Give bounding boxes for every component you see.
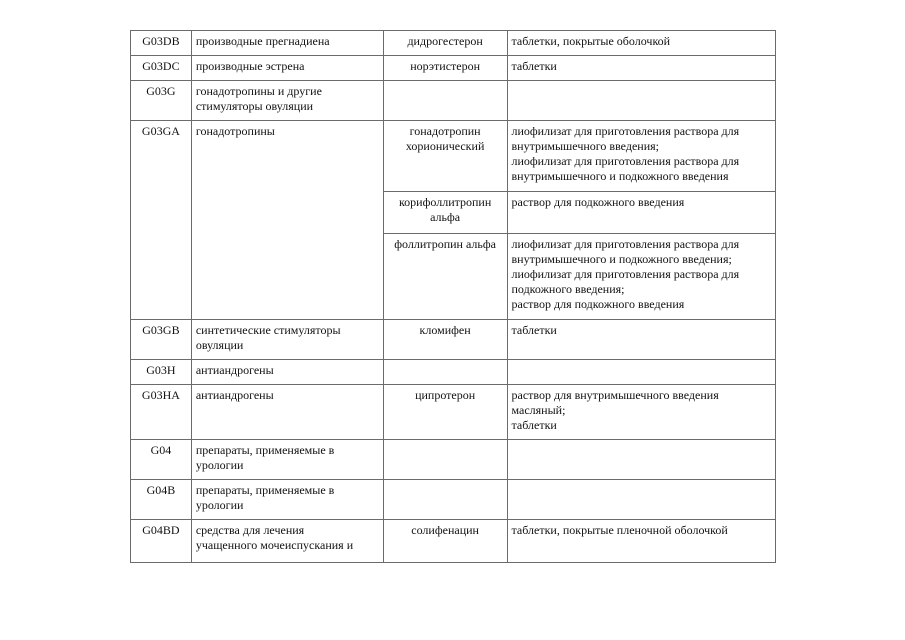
anatomical-therapeutic-group-cell [191,121,383,320]
cell-line: препараты, применяемые в [195,443,335,457]
cell-line: лиофилизат для приготовления раствора для [511,154,740,168]
cell-line: ципротерон [415,388,476,402]
dosage-form-cell [507,385,776,440]
cell-line: урологии [195,458,244,472]
table-row [131,440,776,480]
cell-line: урологии [195,498,244,512]
cell-line: производные прегнадиена [195,34,330,48]
cell-line: лиофилизат для приготовления раствора для [511,124,740,138]
anatomical-therapeutic-group-cell [191,520,383,563]
table-row [131,31,776,56]
anatomical-therapeutic-group-cell [191,320,383,360]
cell-line: антиандрогены [195,388,274,402]
atc-code-cell: G03GB [131,320,192,360]
cell-line: внутримышечного и подкожного введения [511,169,729,183]
table-row [131,480,776,520]
drug-name-cell [383,520,507,563]
cell-line: таблетки [511,323,557,337]
dosage-form-cell [507,320,776,360]
table-row [131,360,776,385]
cell-line: овуляции [195,338,244,352]
anatomical-therapeutic-group-cell [191,360,383,385]
anatomical-therapeutic-group-cell [191,56,383,81]
cell-line: учащенного мочеиспускания и [195,538,354,552]
cell-line: кломифен [419,323,471,337]
cell-line: корифоллитропин [398,195,492,209]
drug-name-cell [383,480,507,520]
atc-code-cell: G03GA [131,121,192,320]
atc-code-cell: G03HA [131,385,192,440]
cell-line: стимуляторы овуляции [195,99,314,113]
cell-line: средства для лечения [195,523,305,537]
drug-name-cell [383,81,507,121]
drug-name-cell [383,56,507,81]
table-body [131,31,776,563]
dosage-form-cell [507,440,776,480]
atc-code-cell: G03G [131,81,192,121]
drug-name-cell [383,320,507,360]
cell-line: раствор для подкожного введения [511,195,685,209]
dosage-form-cell [507,192,776,234]
drug-name-cell [383,440,507,480]
cell-line: гонадотропины и другие [195,84,322,98]
cell-line: подкожного введения; [511,282,625,296]
cell-line: масляный; [511,403,566,417]
drug-classification-table [130,30,776,563]
cell-line: гонадотропин [409,124,481,138]
anatomical-therapeutic-group-cell [191,440,383,480]
cell-line: производные эстрена [195,59,305,73]
dosage-form-cell [507,520,776,563]
drug-name-cell [383,360,507,385]
cell-line: лиофилизат для приготовления раствора для [511,237,740,251]
cell-line: препараты, применяемые в [195,483,335,497]
atc-code-cell: G03DB [131,31,192,56]
cell-line: антиандрогены [195,363,274,377]
table-row [131,520,776,563]
table-row [131,81,776,121]
table-row [131,320,776,360]
anatomical-therapeutic-group-cell [191,385,383,440]
anatomical-therapeutic-group-cell [191,480,383,520]
drug-name-cell [383,31,507,56]
atc-code-cell: G03DC [131,56,192,81]
dosage-form-cell [507,360,776,385]
cell-line: таблетки, покрытые оболочкой [511,34,671,48]
cell-line: альфа [430,210,461,224]
cell-line: раствор для подкожного введения [511,297,685,311]
atc-code-cell: G04B [131,480,192,520]
cell-line: таблетки [511,59,557,73]
cell-line: фоллитропин альфа [394,237,496,251]
dosage-form-cell [507,234,776,320]
cell-line: раствор для внутримышечного введения [511,388,719,402]
cell-line: гонадотропины [195,124,275,138]
anatomical-therapeutic-group-cell [191,31,383,56]
drug-name-cell [383,121,507,192]
dosage-form-cell [507,81,776,121]
table-row [131,121,776,192]
atc-code-cell: G04BD [131,520,192,563]
dosage-form-cell [507,480,776,520]
atc-code-cell: G03H [131,360,192,385]
drug-name-cell [383,234,507,320]
drug-name-cell [383,192,507,234]
cell-line: таблетки, покрытые пленочной оболочкой [511,523,728,537]
cell-line: внутримышечного и подкожного введения; [511,252,732,266]
dosage-form-cell [507,31,776,56]
cell-line: внутримышечного введения; [511,139,659,153]
cell-line: хорионический [405,139,485,153]
drug-name-cell [383,385,507,440]
cell-line: синтетические стимуляторы [195,323,341,337]
cell-line: солифенацин [411,523,479,537]
anatomical-therapeutic-group-cell [191,81,383,121]
cell-line: лиофилизат для приготовления раствора для [511,267,740,281]
cell-line: норэтистерон [410,59,481,73]
dosage-form-cell [507,121,776,192]
table-row [131,56,776,81]
cell-line: дидрогестерон [407,34,483,48]
dosage-form-cell [507,56,776,81]
atc-code-cell: G04 [131,440,192,480]
table-row [131,385,776,440]
cell-line: таблетки [511,418,557,432]
